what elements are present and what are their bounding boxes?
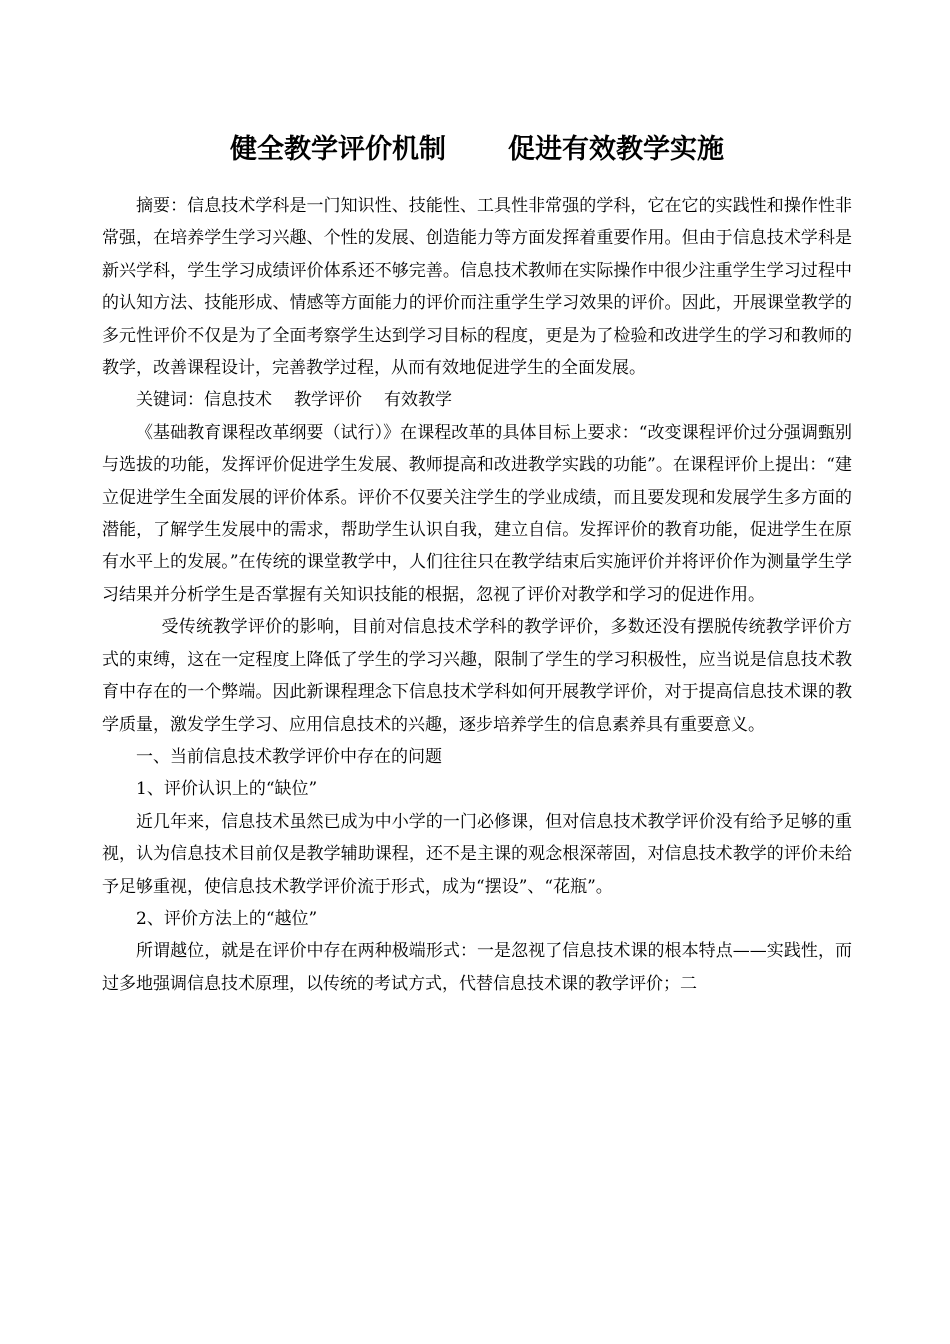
keywords-label: 关键词：信息技术 (136, 390, 272, 411)
document-title (102, 132, 852, 168)
title-part-1: 健全教学评价机制 (230, 134, 446, 165)
keyword-3: 有效教学 (384, 390, 452, 411)
subheading-2: 2、评价方法上的“越位” (136, 908, 318, 929)
title-part-2: 促进有效教学实施 (508, 134, 724, 165)
body-paragraph-4: 所谓越位，就是在评价中存在两种极端形式：一是忽视了信息技术课的根本特点——实践性，而过多地强调信息技术原理，以传统的考试方式，代替信息技术课的教学评价；二 (102, 941, 852, 994)
section-heading-1: 一、当前信息技术教学评价中存在的问题 (136, 746, 442, 767)
body-paragraph-1: 《基础教育课程改革纲要（试行）》在课程改革的具体目标上要求：“改变课程评价过分强调甄别与选拔的功能，发挥评价促进学生发展、教师提高和改进教学实践的功能”。在课程评价上提出：“建立促进学生全面发展的评价体系。评价不仅要关注学生的学业成绩，而且要发现和发展学生多方面的潜能，了解学生发展中的需求，帮助学生认识自我，建立自信。发挥评价的教育功能，促进学生在原有水平上的发展。”在传统的课堂教学中，人们往往只在教学结束后实施评价并将评价作为测量学生学习结果并分析学生是否掌握有关知识技能的根据，忽视了评价对教学和学习的促进作用。 (102, 422, 852, 605)
keywords-line (102, 384, 852, 416)
body-paragraph-2: 受传统教学评价的影响，目前对信息技术学科的教学评价，多数还没有摆脱传统教学评价方式的束缚，这在一定程度上降低了学生的学习兴趣，限制了学生的学习积极性，应当说是信息技术教育中存在的一个弊端。因此新课程理念下信息技术学科如何开展教学评价，对于提高信息技术课的教学质量，激发学生学习、应用信息技术的兴趣，逐步培养学生的信息素养具有重要意义。 (102, 617, 852, 735)
abstract-paragraph: 摘要：信息技术学科是一门知识性、技能性、工具性非常强的学科，它在它的实践性和操作性非常强，在培养学生学习兴趣、个性的发展、创造能力等方面发挥着重要作用。但由于信息技术学科是新兴学科，学生学习成绩评价体系还不够完善。信息技术教师在实际操作中很少注重学生学习过程中的认知方法、技能形成、情感等方面能力的评价而注重学生学习效果的评价。因此，开展课堂教学的多元性评价不仅是为了全面考察学生达到学习目标的程度，更是为了检验和改进学生的学习和教师的教学，改善课程设计，完善教学过程，从而有效地促进学生的全面发展。 (102, 196, 852, 379)
keyword-2: 教学评价 (294, 390, 362, 411)
body-paragraph-3: 近几年来，信息技术虽然已成为中小学的一门必修课，但对信息技术教学评价没有给予足够的重视，认为信息技术目前仅是教学辅助课程，还不是主课的观念根深蒂固，对信息技术教学的评价未给予足够重视，使信息技术教学评价流于形式，成为“摆设”、“花瓶”。 (102, 811, 852, 897)
document-body (102, 190, 852, 1000)
subheading-1: 1、评价认识上的“缺位” (136, 779, 318, 800)
